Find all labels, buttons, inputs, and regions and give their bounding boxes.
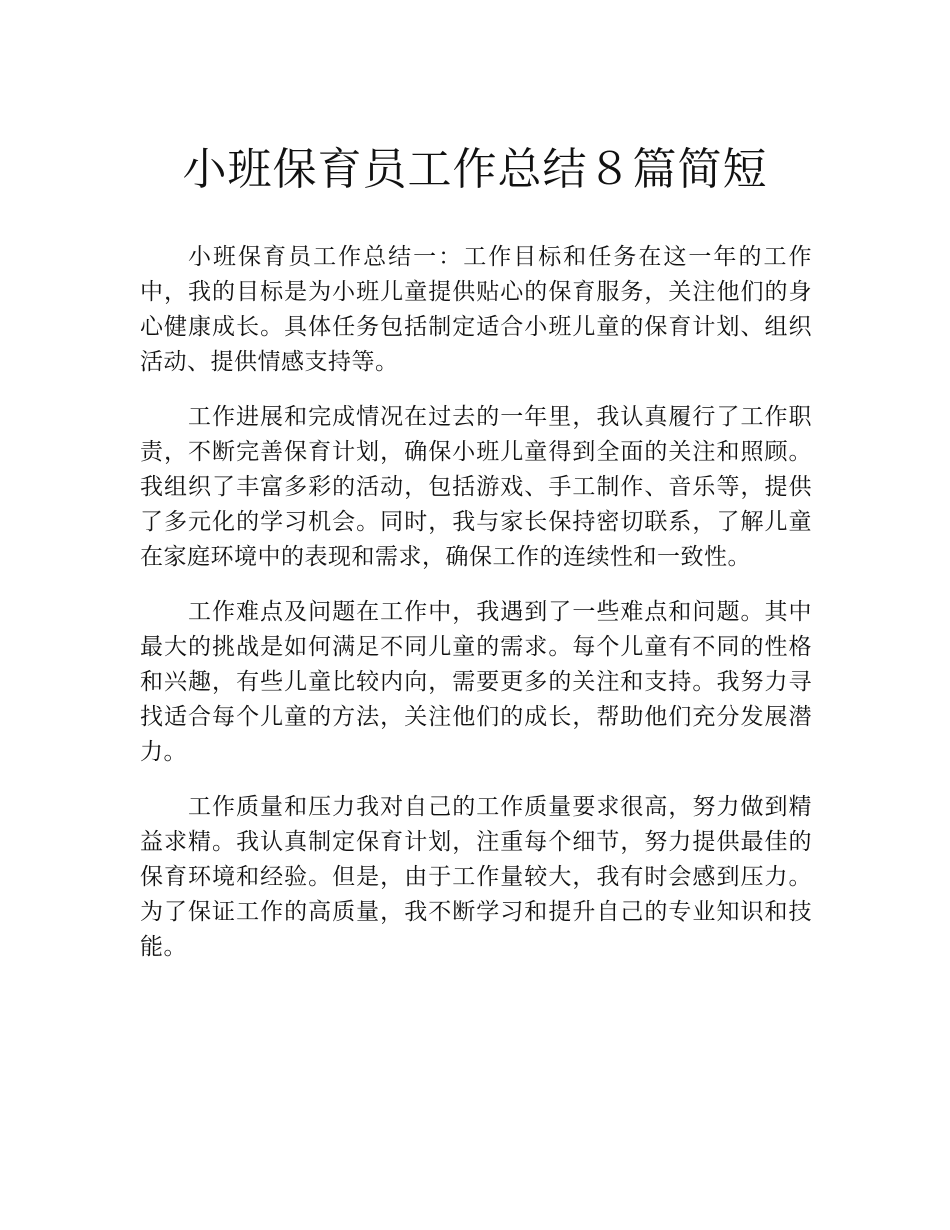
paragraph-1: 小班保育员工作总结一：工作目标和任务在这一年的工作中，我的目标是为小班儿童提供贴心的保育服务，关注他们的身心健康成长。具体任务包括制定适合小班儿童的保育计划、组织活动、提供情感支持等。 (140, 244, 812, 375)
document-body (140, 240, 812, 985)
paragraph-2: 工作进展和完成情况在过去的一年里，我认真履行了工作职责，不断完善保育计划，确保小班儿童得到全面的关注和照顾。我组织了丰富多彩的活动，包括游戏、手工制作、音乐等，提供了多元化的学习机会。同时，我与家长保持密切联系，了解儿童在家庭环境中的表现和需求，确保工作的连续性和一致性。 (140, 404, 812, 570)
document-title: 小班保育员工作总结８篇简短 (182, 144, 768, 195)
paragraph-4: 工作质量和压力我对自己的工作质量要求很高，努力做到精益求精。我认真制定保育计划，注重每个细节，努力提供最佳的保育环境和经验。但是，由于工作量较大，我有时会感到压力。为了保证工作的高质量，我不断学习和提升自己的专业知识和技能。 (140, 794, 812, 960)
paragraph-3: 工作难点及问题在工作中，我遇到了一些难点和问题。其中最大的挑战是如何满足不同儿童的需求。每个儿童有不同的性格和兴趣，有些儿童比较内向，需要更多的关注和支持。我努力寻找适合每个儿童的方法，关注他们的成长，帮助他们充分发展潜力。 (140, 599, 812, 765)
